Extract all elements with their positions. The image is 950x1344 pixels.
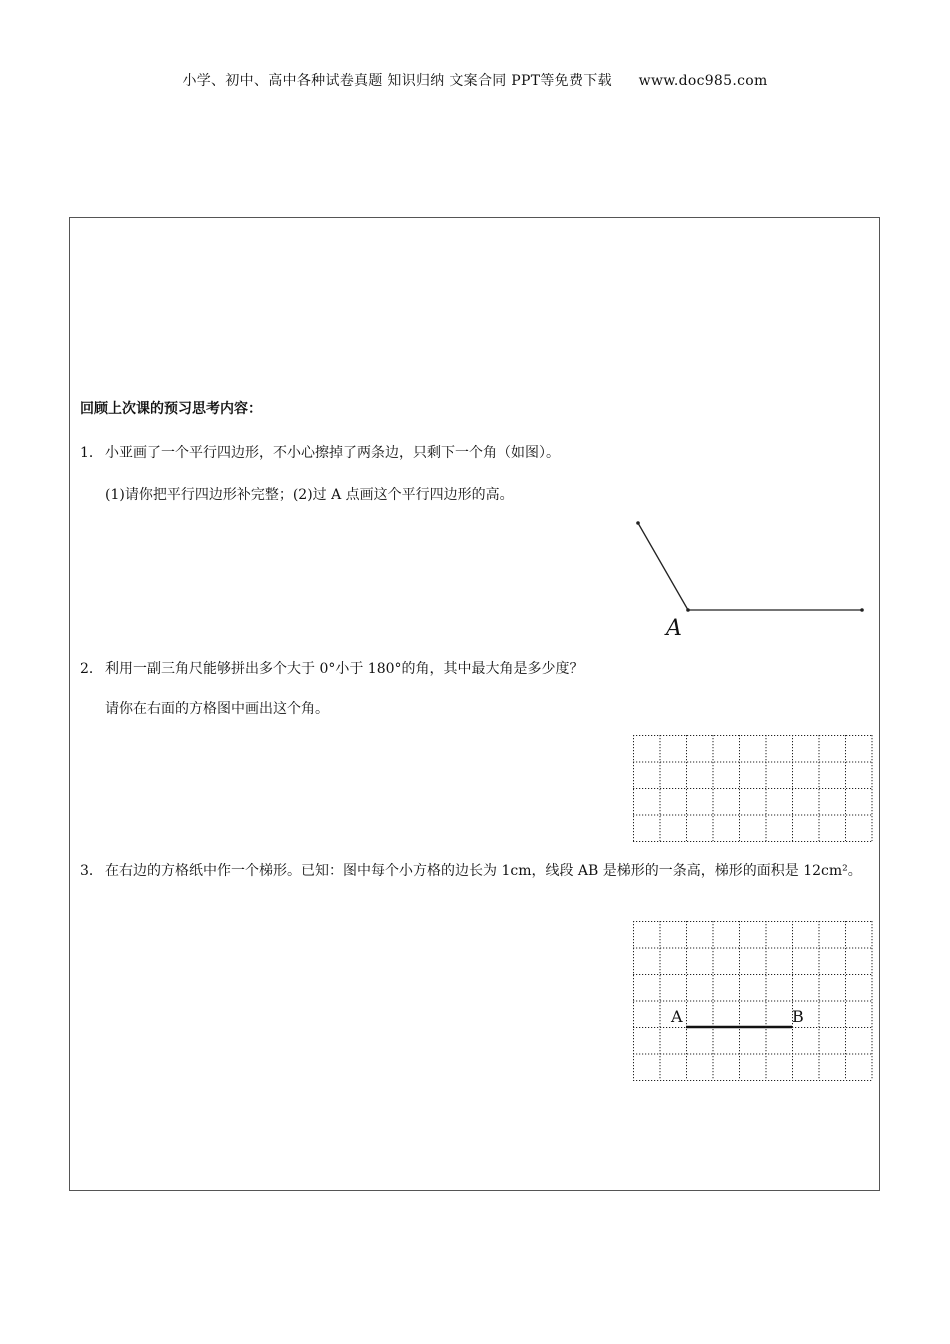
question-1-number: 1． (80, 445, 103, 461)
section-title: 回顾上次课的预习思考内容： (80, 401, 262, 417)
grid-q2 (633, 735, 873, 843)
grid-q3 (633, 921, 873, 1081)
question-2-text: 利用一副三角尺能够拼出多个大于 0°小于 180°的角，其中最大角是多少度？ (105, 661, 584, 677)
header-site: www.doc985.com (638, 73, 768, 89)
content-box (69, 217, 880, 1191)
question-1 (80, 444, 560, 462)
segment-label-a: A (671, 1007, 683, 1026)
question-1-sub: (1)请你把平行四边形补完整；(2)过 A 点画这个平行四边形的高。 (105, 487, 514, 503)
header-text: 小学、初中、高中各种试卷真题 知识归纳 文案合同 PPT等免费下载 (182, 73, 612, 89)
segment-label-b: B (792, 1007, 804, 1026)
question-3-number: 3． (80, 863, 103, 879)
question-2-number: 2． (80, 661, 103, 677)
question-2-sub: 请你在右面的方格图中画出这个角。 (105, 701, 329, 717)
question-1-text: 小亚画了一个平行四边形，不小心擦掉了两条边，只剩下一个角（如图）。 (105, 445, 560, 461)
question-3-text: 在右边的方格纸中作一个梯形。已知：图中每个小方格的边长为 1cm，线段 AB 是梯形的一条高，梯形的面积是 12cm²。 (105, 863, 862, 879)
question-3 (80, 862, 872, 881)
question-2 (80, 660, 584, 678)
angle-label-a: A (666, 616, 682, 641)
page-header (0, 70, 950, 90)
